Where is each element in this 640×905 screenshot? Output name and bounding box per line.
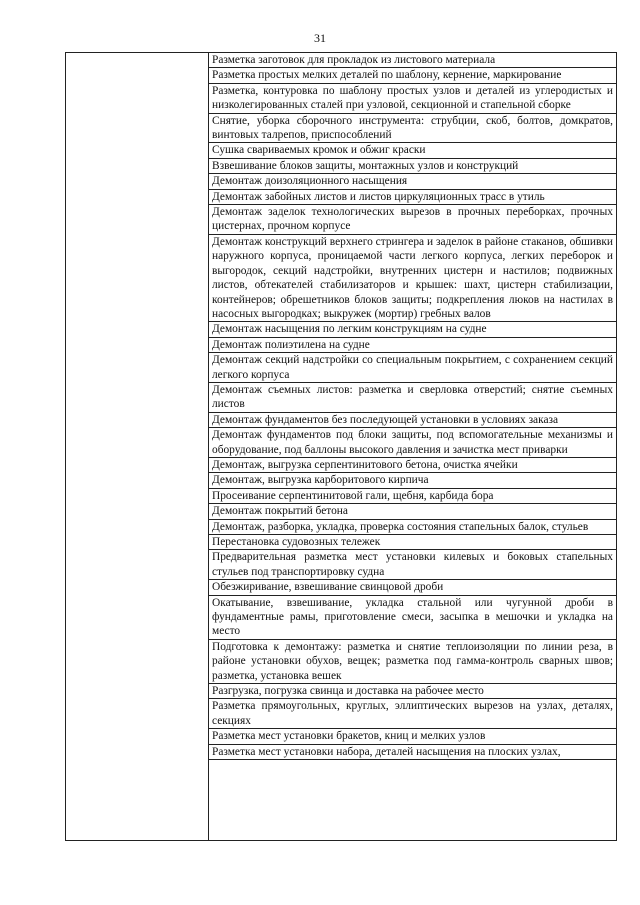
table-row: Окатывание, взвешивание, укладка стальной или чугунной дроби в фундаментные рамы, приготовление смеси, засыпка в мешочки и укладка на место xyxy=(209,596,616,640)
table-row: Взвешивание блоков защиты, монтажных узлов и конструкций xyxy=(209,159,616,174)
page-number: 31 xyxy=(314,31,326,45)
table-row: Предварительная разметка мест установки килевых и боковых стапельных стульев под транспортировку судна xyxy=(209,550,616,580)
table-row: Демонтаж, разборка, укладка, проверка состояния стапельных балок, стульев xyxy=(209,520,616,535)
table-row: Демонтаж полиэтилена на судне xyxy=(209,338,616,353)
table-row: Снятие, уборка сборочного инструмента: струбции, скоб, болтов, домкратов, винтовых талрепов, приспособлений xyxy=(209,114,616,144)
table-row: Просеивание серпентинитовой гали, щебня, карбида бора xyxy=(209,489,616,504)
table-row: Демонтаж секций надстройки со специальным покрытием, с сохранением секций легкого корпуса xyxy=(209,353,616,383)
table-row: Подготовка к демонтажу: разметка и снятие теплоизоляции по линии реза, в районе установки обухов, вещек; разметка под гамма-контроль сварных швов; разметка, установка вешек xyxy=(209,640,616,684)
table-left-column xyxy=(66,53,209,840)
table-row: Разметка, контуровка по шаблону простых узлов и деталей из углеродистых и низколегированных сталей при узловой, секционной и стапельной сборке xyxy=(209,84,616,114)
table-row: Демонтаж съемных листов: разметка и сверловка отверстий; снятие съемных листов xyxy=(209,383,616,413)
table-row: Сушка свариваемых кромок и обжиг краски xyxy=(209,143,616,158)
table-row: Демонтаж конструкций верхнего стрингера и заделок в районе стаканов, обшивки наружного корпуса, проницаемой части легкого корпуса, легких переборок и выгородок, секций надстройки, внутренних цистерн и настилов; подвижных листов, обтекателей стабилизаторов и крышек: шахт, цистерн стабилизации, контейнеров; обрешетников блоков защиты; подкрепления люков на настилах в насосных выгородках; выкружек (мортир) гребных валов xyxy=(209,235,616,322)
table-row: Перестановка судовозных тележек xyxy=(209,535,616,550)
table-row: Демонтаж насыщения по легким конструкциям на судне xyxy=(209,322,616,337)
table-row: Разметка простых мелких деталей по шаблону, кернение, маркирование xyxy=(209,68,616,83)
table-row: Разметка заготовок для прокладок из листового материала xyxy=(209,53,616,68)
table-row: Разметка прямоугольных, круглых, эллиптических вырезов на узлах, деталях, секциях xyxy=(209,699,616,729)
table-row: Разметка мест установки набора, деталей насыщения на плоских узлах, xyxy=(209,745,616,760)
table-right-column xyxy=(209,53,616,760)
work-list-table xyxy=(65,52,617,841)
table-row: Демонтаж фундаментов без последующей установки в условиях заказа xyxy=(209,413,616,428)
table-row: Демонтаж забойных листов и листов циркуляционных трасс в утиль xyxy=(209,190,616,205)
table-row: Демонтаж, выгрузка карборитового кирпича xyxy=(209,473,616,488)
table-row: Демонтаж, выгрузка серпентинитового бетона, очистка ячейки xyxy=(209,458,616,473)
table-row: Демонтаж фундаментов под блоки защиты, под вспомогательные механизмы и оборудование, под баллоны высокого давления и зачистка мест приварки xyxy=(209,428,616,458)
table-row: Демонтаж заделок технологических вырезов в прочных переборках, прочных цистернах, прочном корпусе xyxy=(209,205,616,235)
table-row: Разметка мест установки бракетов, книц и мелких узлов xyxy=(209,729,616,744)
table-row: Обезжиривание, взвешивание свинцовой дроби xyxy=(209,580,616,595)
table-row: Разгрузка, погрузка свинца и доставка на рабочее место xyxy=(209,684,616,699)
table-row: Демонтаж доизоляционного насыщения xyxy=(209,174,616,189)
table-row: Демонтаж покрытий бетона xyxy=(209,504,616,519)
